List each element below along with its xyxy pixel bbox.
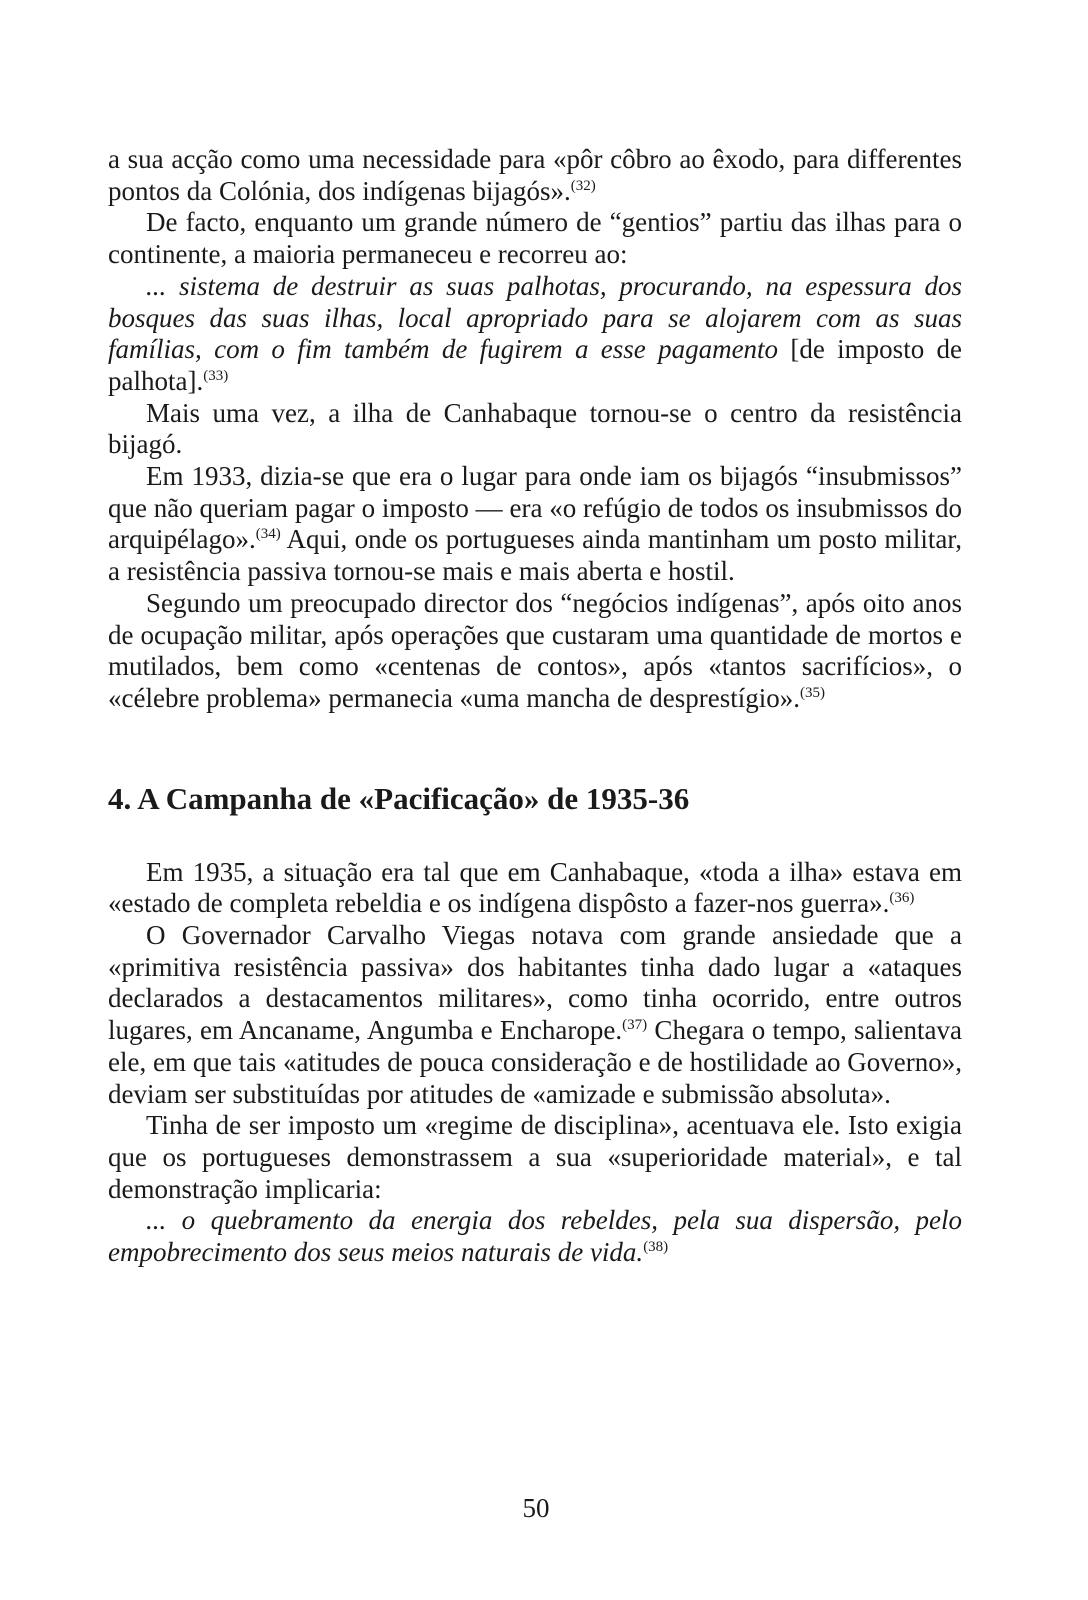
page-number: 50 [522,1493,550,1523]
block-quote-2: ... o quebramento da energia dos rebeldes, pela sua dispersão, pelo empobrecimento dos seus meios naturais de vida.$^{(38)}$ [108,1205,962,1268]
footnote-ref[interactable]: (36) [889,890,915,907]
paragraph-2: De facto, enquanto um grande número de “gentios” partiu das ilhas para o continente, a maioria permaneceu e recorreu ao: [108,207,962,270]
footnote-ref[interactable]: (37) [622,1017,648,1034]
footnote-ref[interactable]: (32) [570,177,596,194]
block-quote-1: ... sistema de destruir as suas palhotas, procurando, na espessura dos bosques das suas ilhas, local apropriado para se alojarem com as suas famílias, com o fim também de fugirem a esse pagamento [de imposto de palhota].$^{(33)}$ [108,270,962,396]
section-paragraph-3: Tinha de ser imposto um «regime de disciplina», acentuava ele. Isto exigia que os portugueses demonstrassem a sua «superioridade material», e tal demonstração implicaria: [108,1110,962,1204]
paragraph-5: Segundo um preocupado director dos “negócios indígenas”, após oito anos de ocupação militar, após operações que custaram uma quantidade de mortos e mutilados, bem como «centenas de contos», após «tantos sacrifícios», o «célebre problema» permanecia «uma mancha de desprestígio».$^{(35)}$ [108,587,962,713]
footnote-ref[interactable]: (33) [203,367,229,384]
footnote-ref[interactable]: (35) [799,684,825,701]
page-body [108,144,962,1269]
paragraph-1: a sua acção como uma necessidade para «pôr côbro ao êxodo, para differentes pontos da Colónia, dos indígenas bijagós».$^{(32)}$ [108,144,962,206]
section-paragraph-2: O Governador Carvalho Viegas notava com grande ansiedade que a «primitiva resistência passiva» dos habitantes tinha dado lugar a «ataques declarados a destacamentos militares», como tinha ocorrido, entre outros lugares, em Ancaname, Angumba e Encharope.$^{(37)}$ Chegara o tempo, salientava ele, em que tais «atitudes de pouca consideração e de hostilidade ao Governo», deviam ser substituídas por atitudes de «amizade e submissão absoluta». [108,920,963,1109]
paragraph-3: Mais uma vez, a ilha de Canhabaque tornou-se o centro da resistência bijagó. [108,397,962,460]
section-heading: 4. A Campanha de «Pacificação» de 1935-36 [108,780,690,816]
footnote-ref[interactable]: (34) [255,526,281,543]
footnote-ref[interactable]: (38) [643,1239,669,1256]
section-paragraph-1: Em 1935, a situação era tal que em Canhabaque, «toda a ilha» estava em «estado de completa rebeldia e os indígena dispôsto a fazer-nos guerra».$^{(36)}$ [108,856,962,919]
paragraph-4: Em 1933, dizia-se que era o lugar para onde iam os bijagós “insubmissos” que não queriam pagar o imposto — era «o refúgio de todos os insubmissos do arquipélago».$^{(34)}$ Aqui, onde os portugueses ainda mantinham um posto militar, a resistência passiva tornou-se mais e mais aberta e hostil. [108,461,962,587]
